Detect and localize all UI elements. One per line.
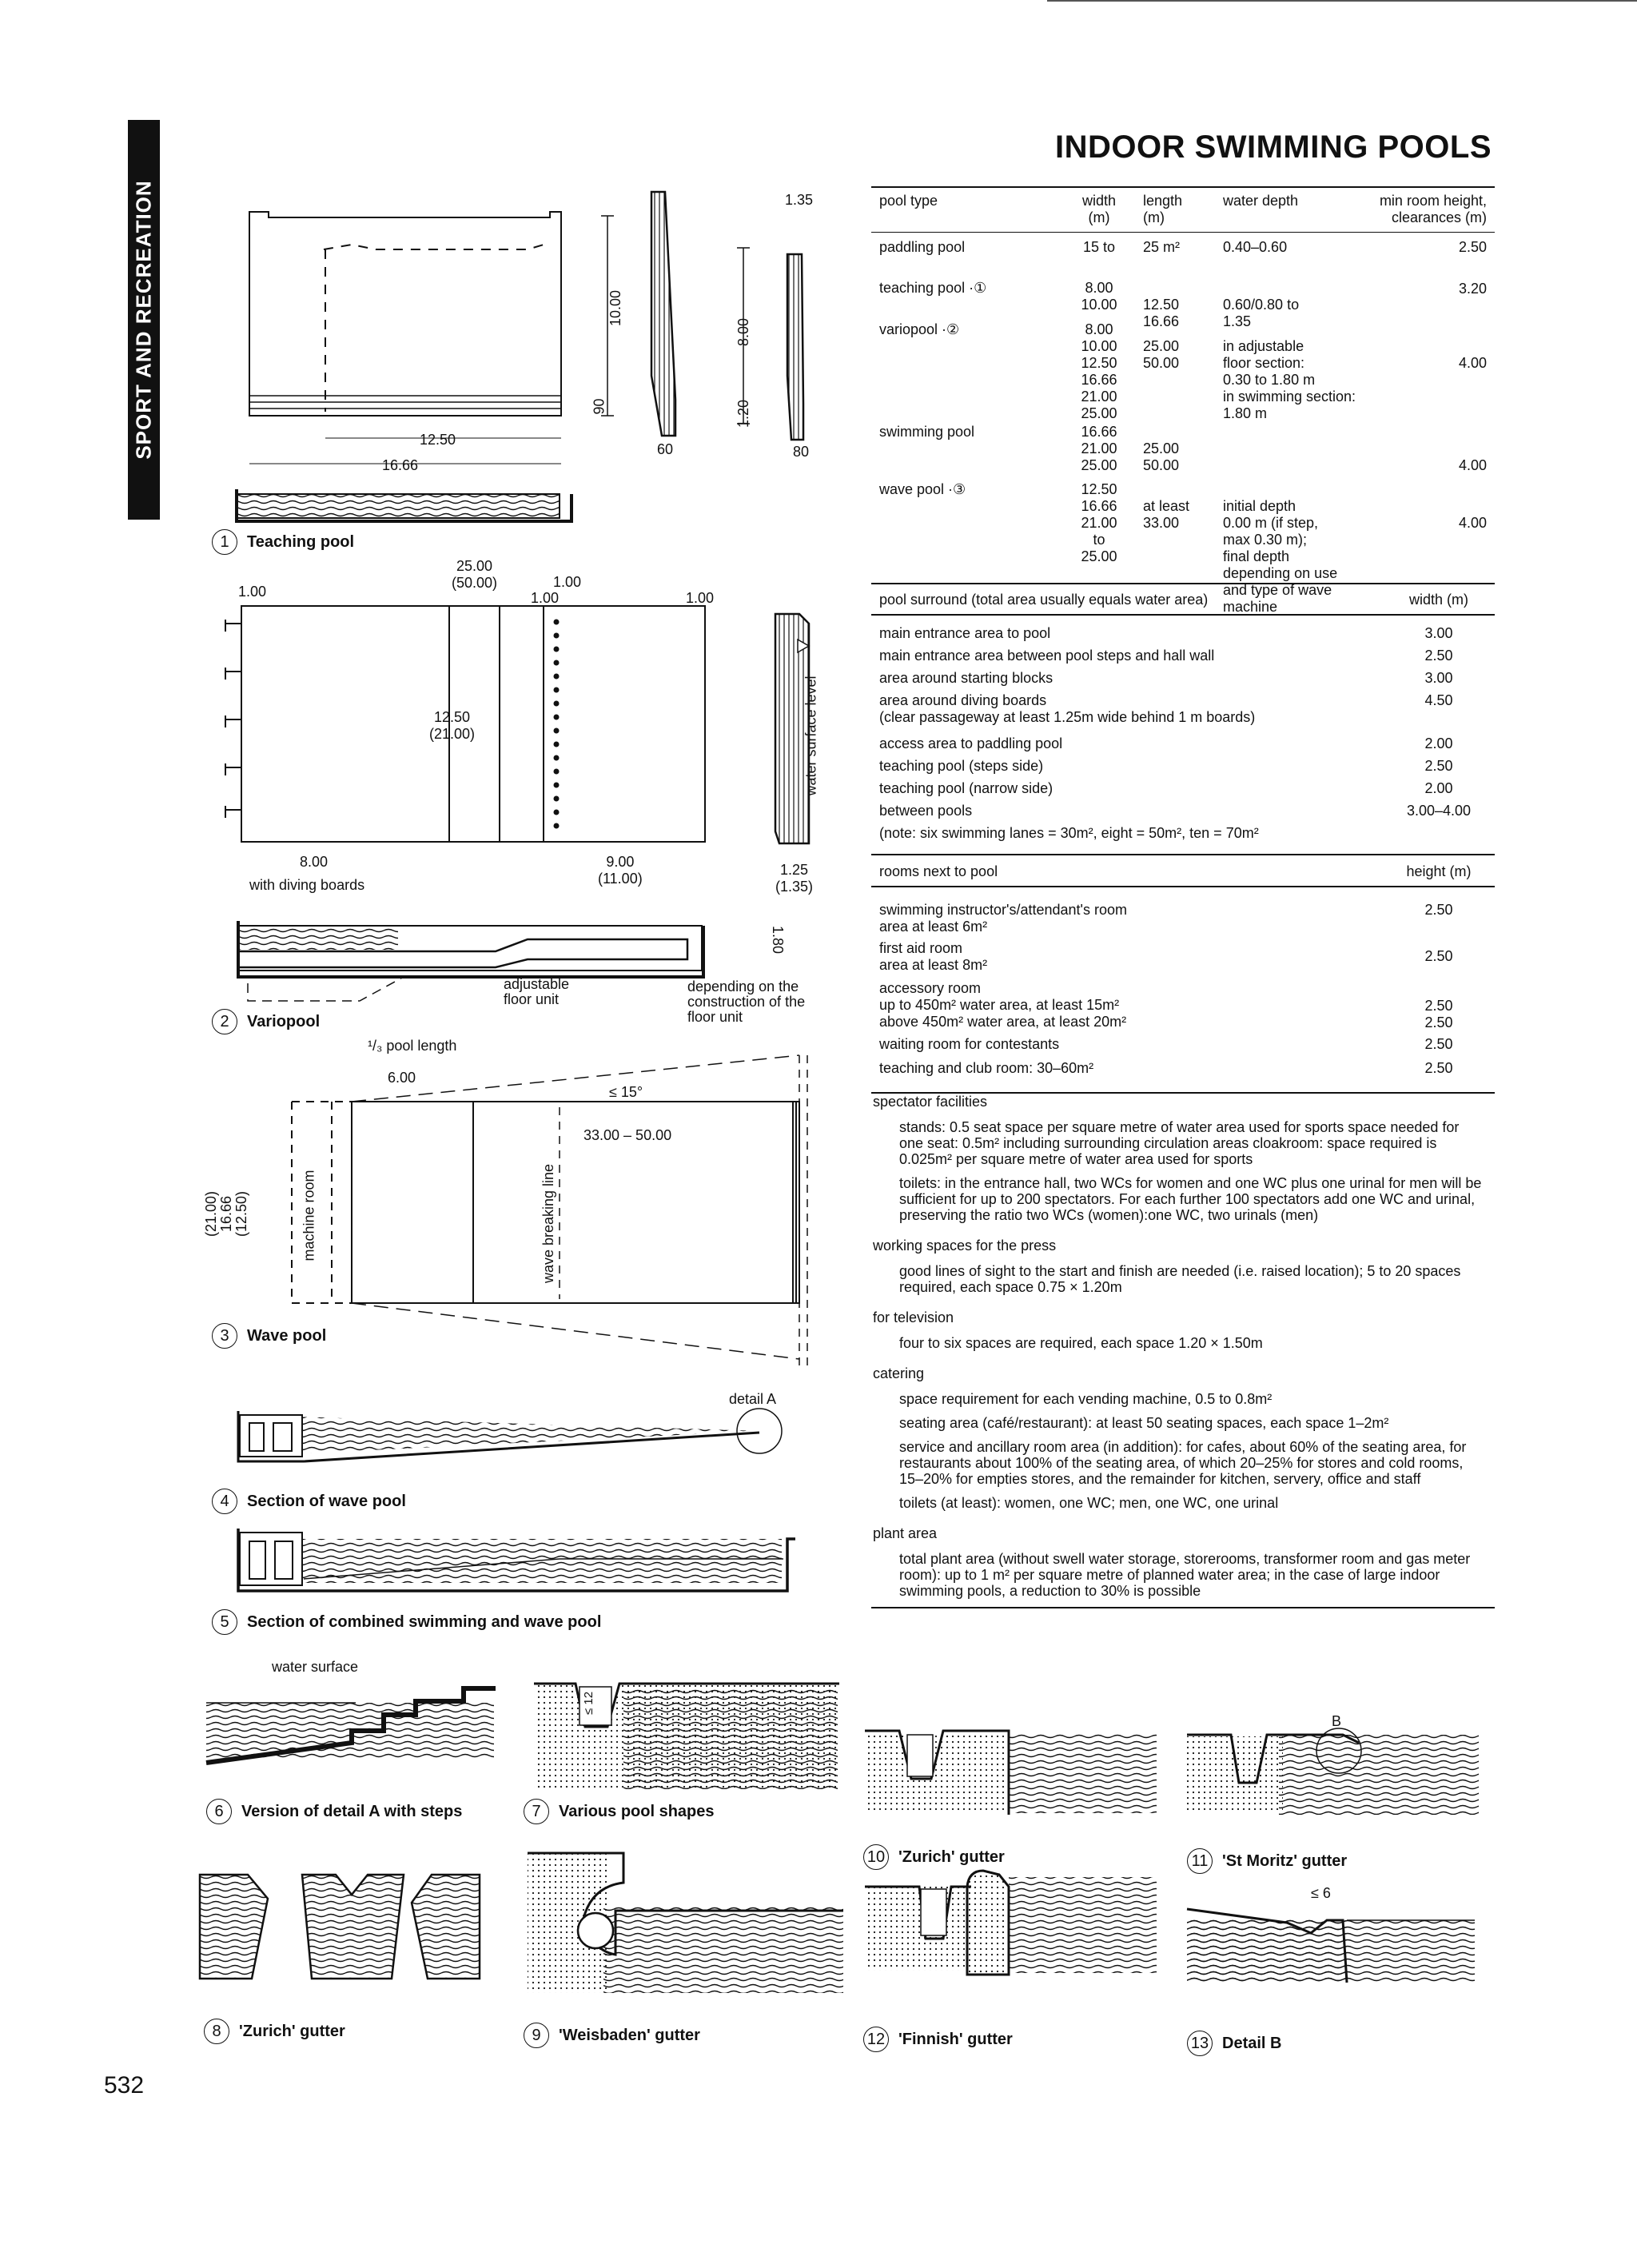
dim-label: 16.66 [382,457,419,473]
table-row: variopool ·② 8.00 10.00 12.50 16.66 21.00 25.00 25.00 50.00 in adjustable floor section: 0.30 to 1.80 m in swimming section: 1.80 m 4.00 [879,321,1487,421]
section-tab: SPORT AND RECREATION [128,120,160,520]
pool-type-table: paddling pool 15 to 25 m² 0.40–0.60 2.50 teaching pool ·① 8.00 10.00 12.50 16.66 0.60/0.80 to 1.35 3.20 variopool ·② 8.00 10.00 12.50 16.66 21.00 25.00 25.00 50.00 in adjustable floor section: 0.30 to 1.80 m in swimming section: 1.80 m 4.00 swimming pool 16.66 21.00 25.00 25.00 50.00 4.00 wave pool ·③ 12.50 16.66 21.00 to 25.00 at least 33.00 initial depth 0.00 m (if step, max 0.30 m); final depth depending on use and type of wave machine 4.00 [871,232,1495,584]
note-adjustable: adjustable floor unit [504,976,570,1007]
dim-label: with diving boards [249,877,365,893]
dim-label: 12.50 [420,432,456,448]
dim-label: 1.00 [553,574,582,590]
dim-label: water surface [272,1659,359,1675]
zurich-gutter-shapes [200,1875,480,1979]
figure-3-caption: 3 Wave pool [212,1323,326,1349]
dim-label: 1.00 [686,590,715,606]
figure-2-caption: 2 Variopool [212,1009,320,1034]
dim-label: water surface level [803,676,819,796]
rooms-table: swimming instructor's/attendant's room area at least 6m² 2.50 first aid room area at least 8m² 2.50 accessory room up to 450m² water area, at least 15m² above 450m² water area, at least 20m² 2.50 2.50 waiting room for contestants 2.50 teaching and club room: 30–60m² 2.50 [871,892,1495,1094]
figure-12-caption: 12 'Finnish' gutter [863,2027,1013,2052]
dim-label: 1.20 [735,399,752,428]
combined-section [238,1529,795,1591]
rooms-header: rooms next to pool height (m) [871,863,1495,887]
dim-label: 60 [657,441,674,457]
pool-surround-table: main entrance area to pool 3.00 main entrance area between pool steps and hall wall 2.50 area around starting blocks 3.00 area around diving boards (clear passageway at least 1.25m wide behind 1 m boards) 4.50 access area to paddling pool 2.00 teaching pool (steps side) 2.50 teaching pool (narrow side) 2.00 between pools 3.00–4.00 (note: six swimming lanes = 30m², eight = 50m², ten = 70m² [871,622,1495,855]
detail-b [1187,1909,1475,1983]
page-number: 532 [104,2072,145,2099]
dim-label: 1.00 [531,590,560,606]
detail-a-steps [206,1688,496,1763]
figure-8-caption: 8 'Zurich' gutter [204,2019,345,2044]
zurich-gutter-detail [865,1731,1157,1815]
note-depending: depending on the construction of the floor unit [687,979,806,1025]
dim-label: 80 [793,444,810,460]
dim-label: 12.50 (21.00) [429,709,476,742]
dim-label: 1.25 (1.35) [775,862,814,895]
figure-9-caption: 9 'Weisbaden' gutter [524,2023,700,2048]
dim-label: 90 [591,398,607,415]
wave-pool-section [238,1409,782,1461]
dim-label: 33.00 – 50.00 [584,1127,672,1143]
table-row: wave pool ·③ 12.50 16.66 21.00 to 25.00 at least 33.00 initial depth 0.00 m (if step, max 0.30 m); final depth depending on use and type of wave machine 4.00 [879,481,1487,615]
dim-label: (21.00) 16.66 (12.50) [203,1190,250,1238]
dim-label: 8.00 [300,854,329,870]
dim-label: B [1332,1713,1342,1729]
teaching-pool-section [237,494,560,518]
table-row: teaching pool ·① 8.00 10.00 12.50 16.66 0.60/0.80 to 1.35 3.20 [879,280,1487,329]
dim-label: 1.80 [770,925,787,955]
dim-label: 1.00 [238,584,267,600]
notes-block: spectator facilities stands: 0.5 seat space per square metre of water area used for sports space needed for one seat: 0.5m² including surrounding circulation areas cloakroom: space required is 0.025m² per square metre of water area used for sports toilets: in the entrance hall, two WCs for women and one WC plus one urinal for men will be sufficient for up to 200 spectators. For each further 100 spectators add one WC and urinal, preserving the ratio two WCs (women):one WC, two urinals (men) working spaces for the press good lines of sight to the start and finish are needed (i.e. raised location); 5 to 20 spaces required, each space 0.75 × 1.20m for television four to six spaces are required, each space 1.20 × 1.50m catering space requirement for each vending machine, 0.5 to 0.8m² seating area (café/restaurant): at least 50 seating spaces, each space 1–2m² service and ancillary room area (in addition): for cafes, about 60% of the seating area, for restaurants about 100% of the seating area, of which 20–25% for stores and cold rooms, 15–20% for empties stores, and the remainder for kitchen, servery, office and staff toilets (at least): women, one WC; men, one WC, one urinal plant area total plant area (without swell water storage, storerooms, transformer room and gas meter room): up to 1 m² per square metre of planned water area; in the case of large indoor swimming pools, a reduction to 30% is possible [871,1094,1495,1608]
dim-label: 10.00 [607,289,624,327]
dim-label: 25.00 (50.00) [452,558,498,591]
figure-6-caption: 6 Version of detail A with steps [206,1799,462,1824]
dim-label: detail A [729,1391,777,1407]
dim-label: 1.35 [785,192,814,208]
figure-1-caption: 1 Teaching pool [212,529,354,555]
dim-label: 8.00 [735,317,752,347]
weisbaden-gutter [528,1853,843,1993]
figure-7-caption: 7 Various pool shapes [524,1799,715,1824]
figure-11-caption: 11 'St Moritz' gutter [1187,1848,1347,1874]
dim-label: ≤ 6 [1311,1885,1331,1901]
table-row: swimming pool 16.66 21.00 25.00 25.00 50.00 4.00 [879,424,1487,473]
figure-13-caption: 13 Detail B [1187,2031,1281,2056]
dim-label: 9.00 (11.00) [598,854,643,887]
dim-label: wave breaking line [540,1163,557,1284]
dim-label: ≤ 15° [609,1084,643,1100]
pool-type-header: pool type width (m) length (m) water depth min room height, clearances (m) [871,186,1495,228]
dim-label: 6.00 [388,1070,416,1086]
pool-shapes-section [534,1684,839,1789]
dim-label: machine room [301,1170,317,1262]
page-title: INDOOR SWIMMING POOLS [1054,130,1492,165]
dim-label: ≤ 12 [582,1691,596,1716]
figure-5-caption: 5 Section of combined swimming and wave pool [212,1609,601,1635]
figure-4-caption: 4 Section of wave pool [212,1489,406,1514]
st-moritz-gutter [1187,1728,1479,1815]
pool-surround-header: pool surround (total area usually equals water area) width (m) [871,592,1495,616]
figure-10-caption: 10 'Zurich' gutter [863,1844,1005,1870]
finnish-gutter [865,1871,1157,1975]
dim-label: ¹/₃ pool length [368,1038,457,1054]
